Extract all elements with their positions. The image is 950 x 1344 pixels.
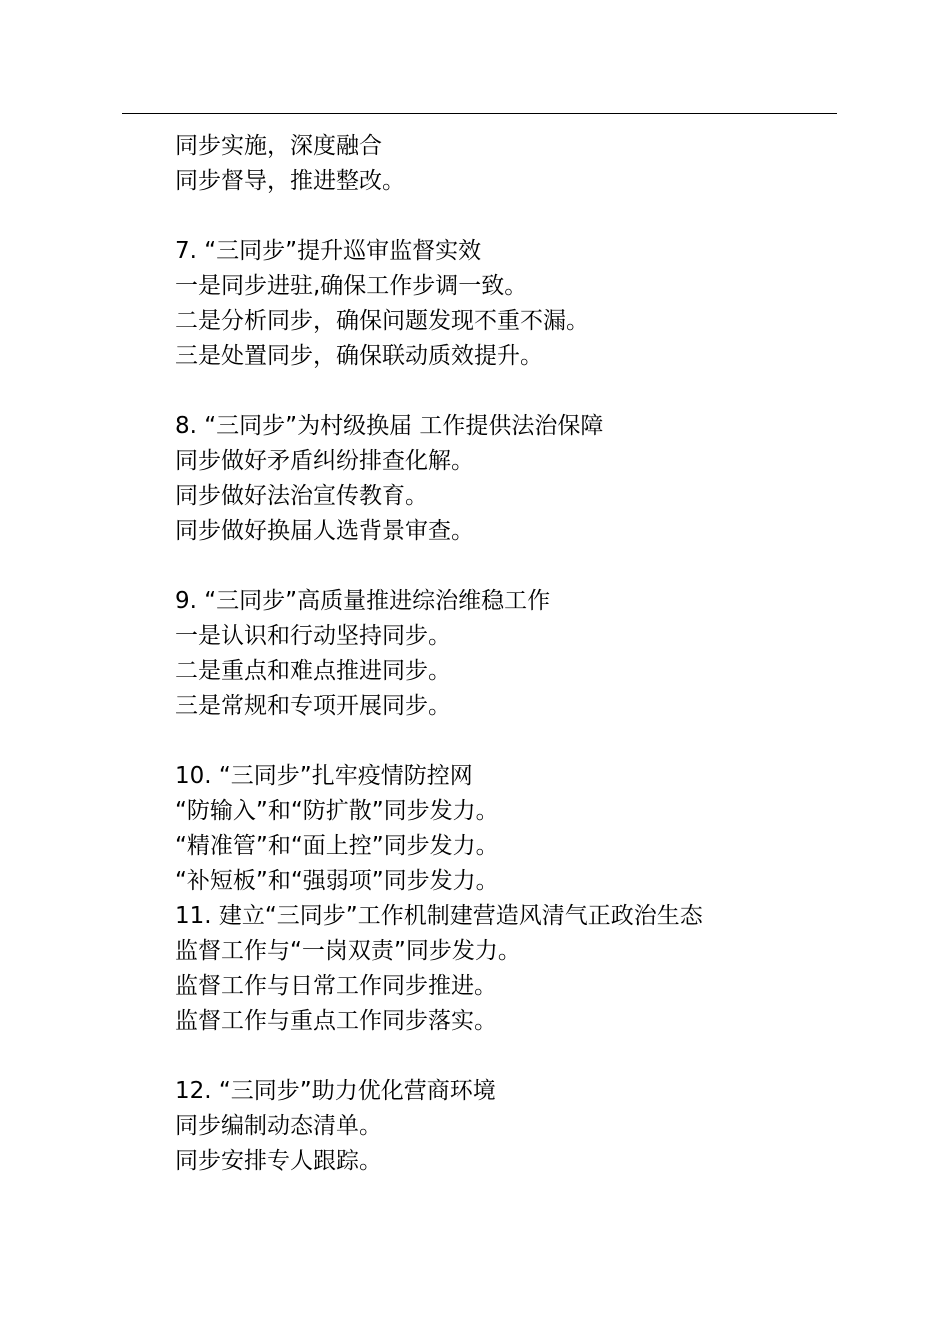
text-line: 监督工作与重点工作同步落实。 — [175, 1008, 497, 1034]
header-rule — [122, 113, 837, 114]
text-line: 同步督导，推进整改。 — [175, 168, 405, 194]
text-line: 同步安排专人跟踪。 — [175, 1148, 382, 1174]
text-line: 监督工作与日常工作同步推进。 — [175, 973, 497, 999]
text-line: “补短板”和“强弱项”同步发力。 — [175, 868, 499, 894]
text-line: 同步实施，深度融合 — [175, 133, 382, 159]
text-line: 二是重点和难点推进同步。 — [175, 658, 451, 684]
section-heading: 9. “三同步”高质量推进综治维稳工作 — [175, 588, 551, 614]
document-body — [175, 129, 875, 1179]
text-line: 二是分析同步，确保问题发现不重不漏。 — [175, 308, 589, 334]
section-heading: 11. 建立“三同步”工作机制建营造风清气正政治生态 — [175, 903, 703, 929]
blank-line — [175, 724, 875, 759]
text-line: 三是常规和专项开展同步。 — [175, 693, 451, 719]
text-line: 同步做好法治宣传教育。 — [175, 483, 428, 509]
blank-line — [175, 374, 875, 409]
section-heading: 10. “三同步”扎牢疫情防控网 — [175, 763, 473, 789]
text-line: 同步编制动态清单。 — [175, 1113, 382, 1139]
blank-line — [175, 549, 875, 584]
section-heading: 12. “三同步”助力优化营商环境 — [175, 1078, 496, 1104]
blank-line — [175, 1039, 875, 1074]
text-line: 三是处置同步，确保联动质效提升。 — [175, 343, 543, 369]
text-line: 同步做好换届人选背景审查。 — [175, 518, 474, 544]
section-heading: 7. “三同步”提升巡审监督实效 — [175, 238, 482, 264]
text-line: 监督工作与“一岗双责”同步发力。 — [175, 938, 521, 964]
text-line: 同步做好矛盾纠纷排查化解。 — [175, 448, 474, 474]
text-line: 一是认识和行动坚持同步。 — [175, 623, 451, 649]
blank-line — [175, 199, 875, 234]
text-line: “精准管”和“面上控”同步发力。 — [175, 833, 499, 859]
text-line: “防输入”和“防扩散”同步发力。 — [175, 798, 499, 824]
text-line: 一是同步进驻,确保工作步调一致。 — [175, 273, 528, 299]
section-heading: 8. “三同步”为村级换届 工作提供法治保障 — [175, 413, 604, 439]
